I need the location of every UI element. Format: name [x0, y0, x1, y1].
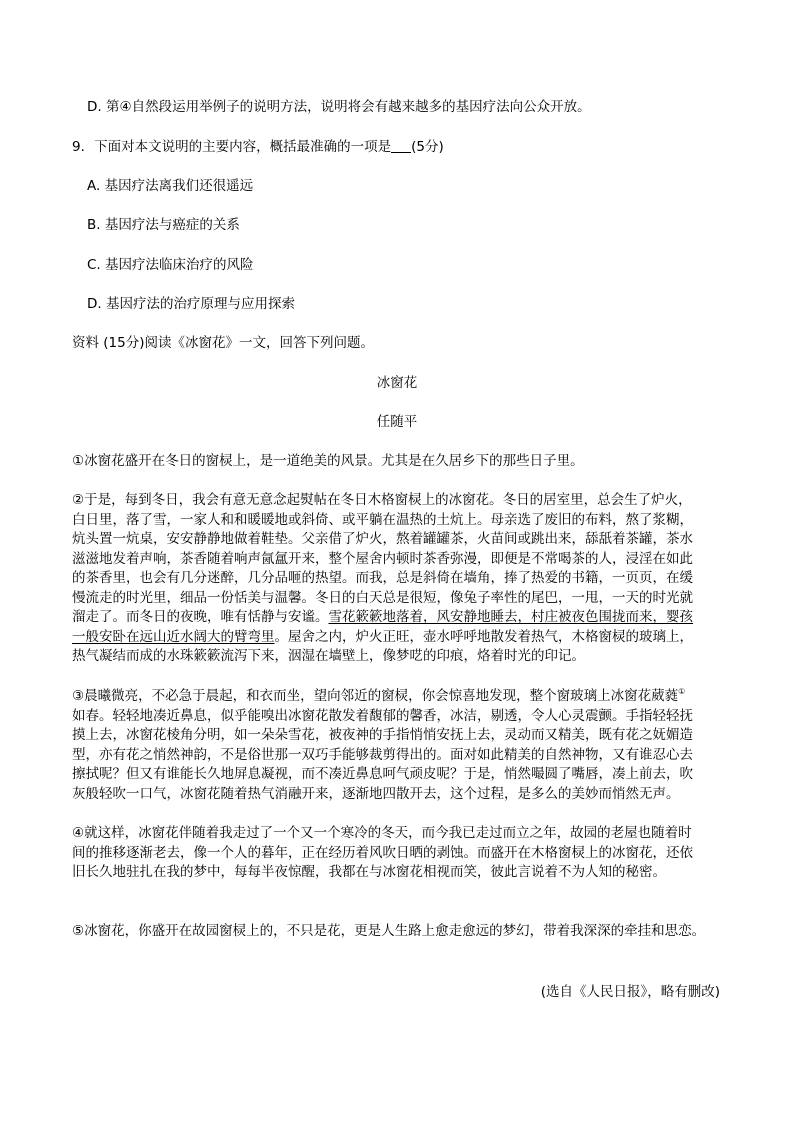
paragraph-line: 摸上去，冰窗花棱角分明，如一朵朵雪花，被夜神的手指悄悄安抚上去，灵动而又精美，既有花之妩媚造	[72, 727, 693, 743]
paragraph-1	[72, 452, 728, 472]
paragraph-line: ⑤冰窗花，你盛开在故园窗棂上的，不只是花，更是人生路上愈走愈远的梦幻，带着我深深的牵挂和思恋。	[72, 923, 706, 939]
paragraph-line: ②于是，每到冬日，我会有意无意念起熨帖在冬日木格窗棂上的冰窗花。冬日的居室里，总会生了炉火，	[72, 492, 692, 508]
source-citation: (选自《人民日报》，略有删改)	[540, 984, 720, 1000]
paragraph-line: 的茶香里，也会有几分迷醉，几分品咂的热望。而我，总是斜倚在墙角，捧了热爱的书籍，一页页，在缓	[72, 570, 693, 586]
paragraph-5	[72, 922, 728, 942]
q8-option-d: D. 第④自然段运用举例子的说明方法，说明将会有越来越多的基因疗法向公众开放。	[87, 99, 591, 115]
paragraph-line: 热气凝结而成的水珠簌簌流泻下来，洇湿在墙壁上，像梦呓的印痕，烙着时光的印记。	[72, 648, 585, 664]
paragraph-line: 滋滋地发着声响，茶香随着响声氤氲开来，整个屋舍内顿时茶香弥漫，即便是不常喝茶的人，浸淫在如此	[72, 550, 693, 567]
paragraph-line	[72, 608, 728, 628]
paragraph-line: ①冰窗花盛开在冬日的窗棂上，是一道绝美的风景。尤其是在久居乡下的那些日子里。	[72, 453, 584, 469]
paragraph-line	[72, 628, 728, 648]
q9-stem-text: 9．下面对本文说明的主要内容，概括最准确的一项是	[72, 139, 392, 155]
q9-score: (5分)	[411, 139, 444, 155]
paragraph-line: 炕头置一炕桌，安安静静地做着鞋垫。父亲借了炉火，熬着罐罐茶，火苗间或跳出来，舔舐着茶罐，茶水	[72, 531, 693, 547]
paragraph-line: 如春。轻轻地凑近鼻息，似乎能嗅出冰窗花散发着馥郁的馨香，冰洁，剔透，令人心灵震颤。手指轻轻抚	[72, 707, 693, 724]
q9-option-b: B. 基因疗法与癌症的关系	[87, 217, 240, 233]
q9-option-c: C. 基因疗法临床治疗的风险	[87, 257, 254, 273]
paragraph-line: ④就这样，冰窗花伴随着我走过了一个又一个寒冷的冬天，而今我已走过而立之年，故园的老屋也随着时	[72, 825, 692, 841]
q9-stem	[72, 137, 444, 157]
paragraph-2	[72, 491, 728, 667]
paragraph-line: 型，亦有花之悄然神韵，不是俗世那一双巧手能够裁剪得出的。面对如此精美的自然神物，又有谁忍心去	[72, 746, 693, 763]
underlined-sentence: 雪花簌簌地落着，风安静地睡去，村庄被夜色围拢而来，婴孩	[328, 609, 693, 625]
answer-blank	[391, 138, 411, 153]
q9-option-d: D. 基因疗法的治疗原理与应用探索	[87, 296, 295, 312]
paragraph-line: 旧长久地驻扎在我的梦中，每每半夜惊醒，我都在与冰窗花相视而笑，彼此言说着不为人知的秘密。	[72, 864, 666, 880]
paragraph-3	[72, 687, 728, 804]
q9-option-a: A. 基因疗法离我们还很遥远	[87, 178, 254, 194]
footnote-marker: ①	[678, 687, 686, 696]
paragraph-line: 擦拭呢？但又有谁能长久地屏息凝视，而不凑近鼻息呵气顽皮呢？于是，悄然嘬圆了嘴唇，凑上前去，吹	[72, 766, 693, 782]
paragraph-text: 溜走了。而冬日的夜晚，唯有恬静与安谧。	[72, 609, 329, 625]
paragraph-line	[72, 687, 728, 707]
paragraph-line: 灰般轻吹一口气，冰窗花随着热气消融开来，逐渐地四散开去，这个过程，是多么的美妙而悄然无声。	[72, 785, 680, 802]
paragraph-text: ③晨曦微亮，不必急于晨起，和衣而坐，望向邻近的窗棂，你会惊喜地发现，整个窗玻璃上冰窗花葳蕤	[72, 688, 679, 704]
material-intro: 资料 (15分)阅读《冰窗花》一文，回答下列问题。	[72, 335, 375, 351]
underlined-sentence-cont: 一般安卧在远山近水阔大的臂弯里	[72, 628, 275, 645]
essay-author: 任随平	[376, 414, 418, 430]
paragraph-line: 白日里，落了雪，一家人和和暖暖地或斜倚、或平躺在温热的土炕上。母亲选了废旧的布料，熬了浆糊，	[72, 511, 693, 528]
paragraph-4	[72, 824, 728, 883]
essay-title: 冰窗花	[376, 375, 418, 391]
paragraph-line: 间的推移逐渐老去，像一个人的暮年，正在经历着风吹日晒的剥蚀。而盛开在木格窗棂上的冰窗花，还依	[72, 844, 693, 861]
paragraph-line: 慢流走的时光里，细品一份恬美与温馨。冬日的白天总是很短，像兔子率性的尾巴，一甩，一天的时光就	[72, 589, 693, 606]
paragraph-text: 。屋舍之内，炉火正旺，壶水呼呼地散发着热气，木格窗棂的玻璃上，	[274, 628, 693, 645]
